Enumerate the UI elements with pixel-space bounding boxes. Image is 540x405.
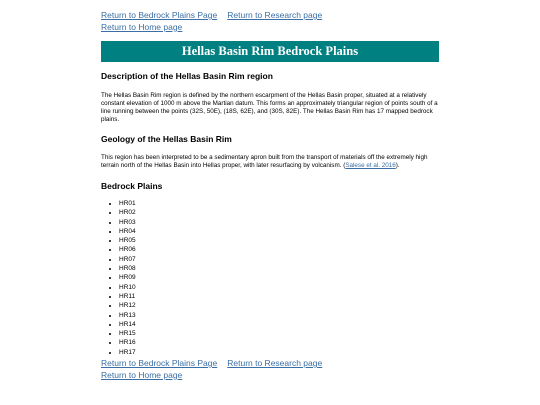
list-item: • HR17 — [119, 348, 439, 357]
list-item: • HR07 — [119, 255, 439, 264]
citation-open: ( — [343, 162, 346, 169]
page-title: Hellas Basin Rim Bedrock Plains — [101, 41, 439, 62]
page-content — [101, 10, 439, 381]
research-link[interactable]: Return to Research page — [227, 358, 323, 369]
description-text: The Hellas Basin Rim region is defined by the northern escarpment of the Hellas Basin proper, situated at a relatively constant elevation of 1000 m above the Martian datum. This forms an approximately triangular region of points south of a line running between the points (32S, 50E), (18S, 62E), and (30S, 82E). The Hellas Basin Rim has 17 mapped bedrock plains. — [101, 92, 438, 123]
description-heading: Description of the Hellas Basin Rim region — [101, 71, 273, 81]
list-item: • HR02 — [119, 208, 439, 217]
research-link[interactable]: Return to Research page — [227, 10, 323, 20]
bedrock-plains-link[interactable]: Return to Bedrock Plains Page — [101, 358, 218, 369]
home-link[interactable]: Return to Home page — [101, 369, 183, 380]
geology-paragraph — [101, 154, 439, 170]
top-nav — [101, 10, 439, 33]
list-item: • HR06 — [119, 245, 439, 254]
citation-link[interactable]: Salese et al. 2016 — [345, 162, 396, 169]
list-item: • HR05 — [119, 236, 439, 245]
list-item: • HR12 — [119, 301, 439, 310]
list-item: • HR08 — [119, 264, 439, 273]
list-item: • HR14 — [119, 320, 439, 329]
list-item: • HR11 — [119, 292, 439, 301]
bottom-nav — [101, 358, 439, 381]
list-item: • HR16 — [119, 338, 439, 347]
citation-close: ). — [395, 162, 400, 169]
list-item: • HR10 — [119, 283, 439, 292]
list-item: • HR03 — [119, 218, 439, 227]
list-item: • HR13 — [119, 311, 439, 320]
list-item: • HR04 — [119, 227, 439, 236]
list-item: • HR15 — [119, 329, 439, 338]
bedrock-plains-list — [101, 199, 439, 357]
bedrock-plains-heading: Bedrock Plains — [101, 181, 163, 191]
bedrock-plains-link[interactable]: Return to Bedrock Plains Page — [101, 10, 218, 20]
list-item: • HR09 — [119, 273, 439, 282]
list-item: • HR01 — [119, 199, 439, 208]
geology-heading: Geology of the Hellas Basin Rim — [101, 134, 232, 144]
geology-text: This region has been interpreted to be a sedimentary apron built from the transport of materials off the extremely high terrain north of the Hellas Basin into Hellas proper, with later resurfacing by volcanism. — [101, 154, 428, 169]
home-link[interactable]: Return to Home page — [101, 21, 183, 32]
